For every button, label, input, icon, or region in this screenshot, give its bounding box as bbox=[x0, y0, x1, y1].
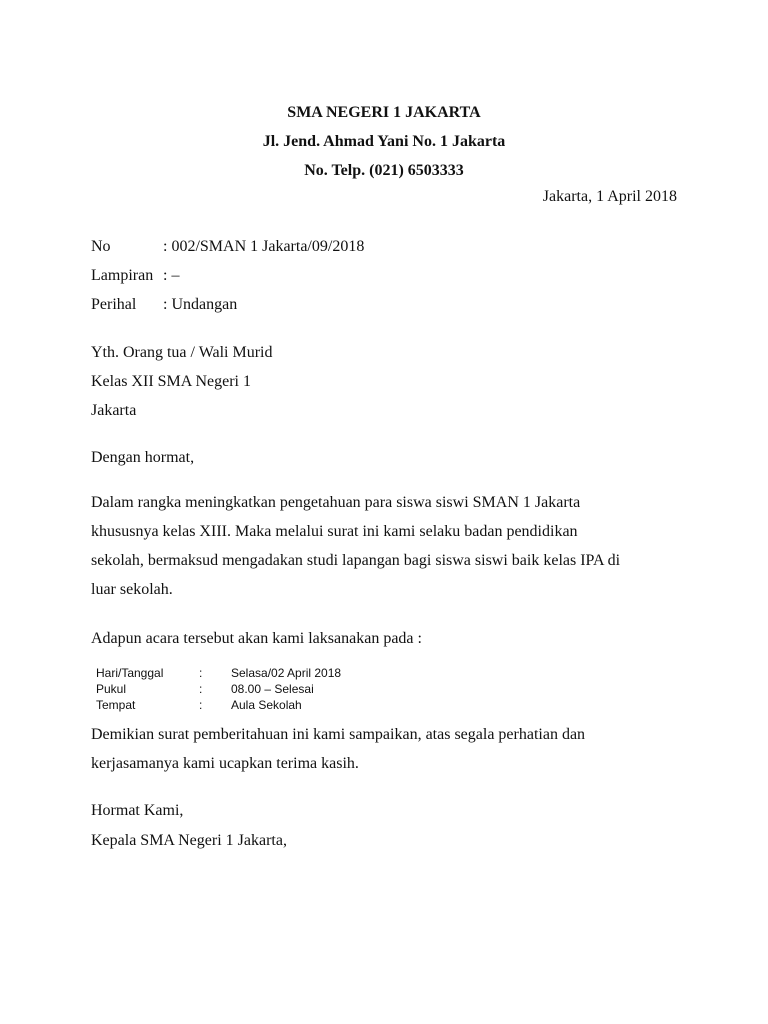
event-separator: : bbox=[199, 682, 203, 696]
event-intro: Adapun acara tersebut akan kami laksanakan pada : bbox=[91, 630, 422, 647]
recipient-line: Yth. Orang tua / Wali Murid bbox=[91, 344, 273, 361]
event-key: Tempat bbox=[96, 698, 136, 712]
event-row bbox=[96, 681, 341, 697]
event-value: Aula Sekolah bbox=[231, 698, 302, 712]
salutation: Dengan hormat, bbox=[91, 449, 195, 466]
closing-line: Hormat Kami, bbox=[91, 802, 184, 819]
school-name: SMA NEGERI 1 JAKARTA bbox=[287, 104, 481, 121]
meta-no-value: : 002/SMAN 1 Jakarta/09/2018 bbox=[163, 238, 365, 255]
body-paragraph-1 bbox=[91, 488, 691, 604]
meta-row-perihal bbox=[91, 290, 364, 319]
event-separator: : bbox=[199, 698, 203, 712]
paragraph-line: Demikian surat pemberitahuan ini kami sampaikan, atas segala perhatian dan bbox=[91, 726, 586, 743]
event-value: 08.00 – Selesai bbox=[231, 682, 314, 696]
paragraph-line: sekolah, bermaksud mengadakan studi lapangan bagi siswa siswi baik kelas IPA di bbox=[91, 552, 621, 569]
event-row bbox=[96, 665, 341, 681]
meta-lampiran-label: Lampiran bbox=[91, 267, 154, 284]
meta-row-no bbox=[91, 232, 364, 261]
meta-row-lampiran bbox=[91, 261, 364, 290]
event-value: Selasa/02 April 2018 bbox=[231, 666, 342, 680]
paragraph-line: Dalam rangka meningkatkan pengetahuan para siswa siswi SMAN 1 Jakarta bbox=[91, 494, 581, 511]
meta-perihal-label: Perihal bbox=[91, 296, 137, 313]
letter-date: Jakarta, 1 April 2018 bbox=[542, 188, 677, 205]
closing-block bbox=[91, 796, 287, 856]
event-separator: : bbox=[199, 666, 203, 680]
body-paragraph-2 bbox=[91, 720, 585, 778]
letter-header bbox=[0, 98, 768, 185]
closing-line: Kepala SMA Negeri 1 Jakarta, bbox=[91, 832, 287, 849]
paragraph-line: luar sekolah. bbox=[91, 581, 173, 598]
meta-perihal-value: : Undangan bbox=[163, 296, 238, 313]
recipient-line: Kelas XII SMA Negeri 1 bbox=[91, 373, 251, 390]
letter-meta bbox=[91, 232, 364, 319]
recipient-line: Jakarta bbox=[91, 402, 137, 419]
meta-no-label: No bbox=[91, 238, 111, 255]
event-row bbox=[96, 697, 341, 713]
event-key: Pukul bbox=[96, 682, 127, 696]
meta-lampiran-value: : – bbox=[163, 267, 180, 284]
recipient-block bbox=[91, 338, 273, 425]
school-address: Jl. Jend. Ahmad Yani No. 1 Jakarta bbox=[262, 133, 506, 150]
event-key: Hari/Tanggal bbox=[96, 666, 164, 680]
event-details bbox=[96, 665, 341, 713]
paragraph-line: khususnya kelas XIII. Maka melalui surat ini kami selaku badan pendidikan bbox=[91, 523, 578, 540]
paragraph-line: kerjasamanya kami ucapkan terima kasih. bbox=[91, 755, 359, 772]
school-phone: No. Telp. (021) 6503333 bbox=[304, 162, 464, 179]
